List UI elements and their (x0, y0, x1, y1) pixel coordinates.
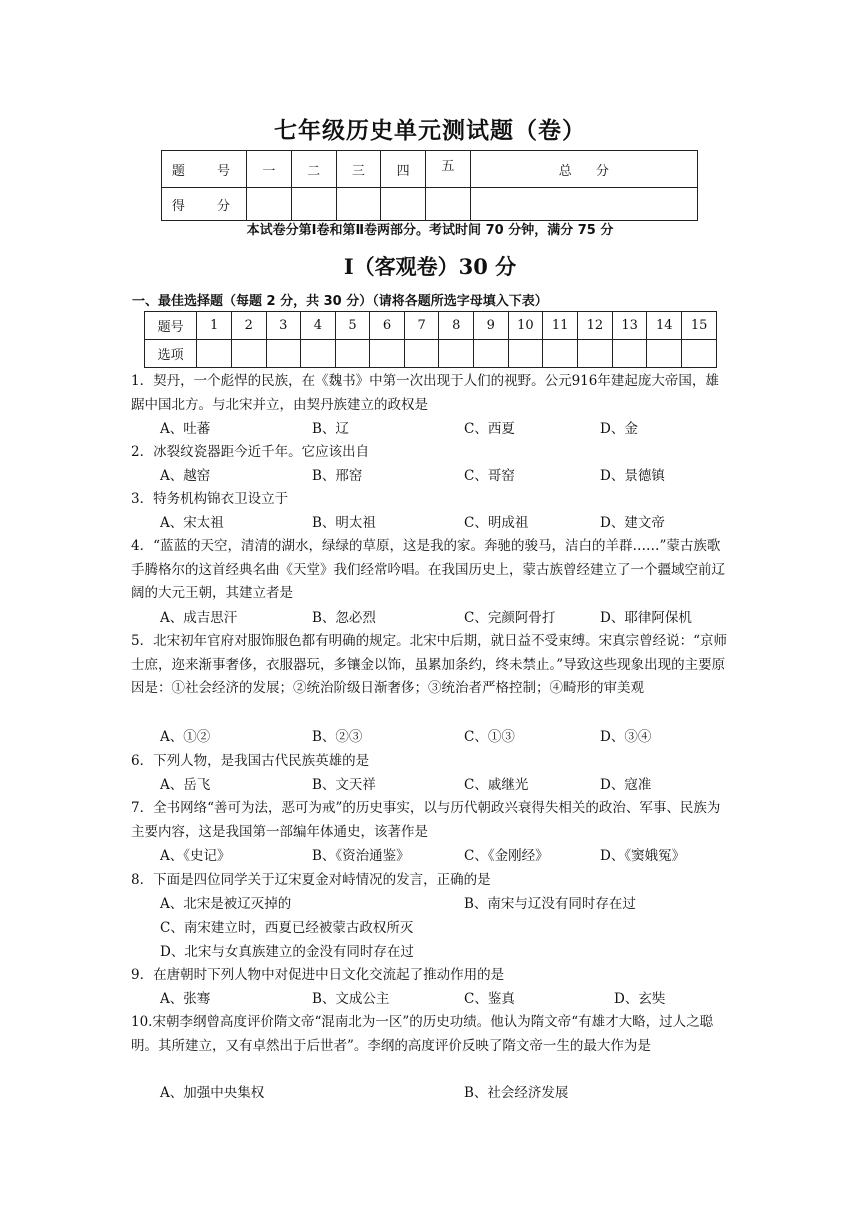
answer-table-choice-row (145, 340, 717, 368)
score-header-cell: 五 (426, 151, 471, 188)
question-2-option-a[interactable]: A、越窑 (160, 468, 211, 484)
question-number-cell: 1 (197, 312, 232, 340)
question-9-option-c[interactable]: C、鉴真 (464, 991, 515, 1007)
question-7-option-c[interactable]: C、《金刚经》 (464, 848, 549, 864)
score-row-label: 得 分 (162, 188, 247, 221)
question-3-stem: 3．特务机构锦衣卫设立于 (131, 491, 289, 507)
score-header-label: 题 号 (162, 151, 247, 188)
question-1-stem: 1．契丹，一个彪悍的民族，在《魏书》中第一次出现于人们的视野。公元916年建起庞大帝国，雄踞中国北方。与北宋并立，由契丹族建立的政权是 (131, 373, 719, 413)
answer-cell[interactable] (370, 340, 405, 368)
question-4-option-b[interactable]: B、忽必烈 (312, 610, 376, 626)
score-cell[interactable] (291, 188, 336, 221)
score-header-cell: 二 (291, 151, 336, 188)
question-6-stem: 6．下列人物，是我国古代民族英雄的是 (131, 753, 370, 769)
answer-cell[interactable] (404, 340, 439, 368)
answer-cell[interactable] (301, 340, 336, 368)
answer-cell[interactable] (612, 340, 647, 368)
score-cell[interactable] (247, 188, 292, 221)
score-cell[interactable] (336, 188, 381, 221)
question-5-option-d[interactable]: D、③④ (600, 729, 652, 745)
answer-cell[interactable] (439, 340, 474, 368)
question-8-stem: 8．下面是四位同学关于辽宋夏金对峙情况的发言，正确的是 (131, 872, 491, 888)
question-4-option-a[interactable]: A、成吉思汗 (160, 610, 238, 626)
question-2-option-d[interactable]: D、景德镇 (600, 468, 665, 484)
question-number-cell: 12 (578, 312, 613, 340)
answer-table-number-row (145, 312, 717, 340)
score-header-total: 总 分 (470, 151, 697, 188)
question-number-cell: 5 (335, 312, 370, 340)
question-5-stem: 5．北宋初年官府对服饰服色都有明确的规定。北宋中后期，就日益不受束缚。宋真宗曾经说：“京师士庶，迩来渐事奢侈，衣服器玩，多镶金以饰，虽累加条约，终未禁止。”导致这些现象出现的主要原因是：①社会经济的发展；②统治阶级日渐奢侈；③统治者严格控制；④畸形的审美观 (131, 633, 727, 696)
answer-cell[interactable] (197, 340, 232, 368)
question-10-stem: 10.宋朝李纲曾高度评价隋文帝“混南北为一区”的历史功绩。他认为隋文帝“有雄才大略，过人之聪明。其所建立，又有卓然出于后世者”。李纲的高度评价反映了隋文帝一生的最大作为是 (131, 1014, 714, 1054)
question-8-option-a[interactable]: A、北宋是被辽灭掉的 (160, 896, 292, 912)
score-table (161, 150, 698, 221)
question-number-cell: 7 (404, 312, 439, 340)
question-5-option-c[interactable]: C、①③ (464, 729, 515, 745)
question-9-option-a[interactable]: A、张骞 (160, 991, 211, 1007)
question-1-option-d[interactable]: D、金 (600, 421, 638, 437)
question-4-option-d[interactable]: D、耶律阿保机 (600, 610, 692, 626)
part-title: Ⅰ（客观卷）30 分 (343, 254, 517, 279)
question-number-cell: 15 (682, 312, 717, 340)
answer-cell[interactable] (231, 340, 266, 368)
answer-table (144, 311, 717, 368)
question-1-option-a[interactable]: A、吐蕃 (160, 421, 211, 437)
question-6-option-a[interactable]: A、岳飞 (160, 777, 211, 793)
question-7-option-b[interactable]: B、《资治通鉴》 (312, 848, 410, 864)
answer-cell[interactable] (647, 340, 682, 368)
score-cell[interactable] (426, 188, 471, 221)
score-header-cell: 三 (336, 151, 381, 188)
score-cell[interactable] (381, 188, 426, 221)
question-4-option-c[interactable]: C、完颜阿骨打 (464, 610, 556, 626)
question-1-option-b[interactable]: B、辽 (312, 421, 349, 437)
question-number-cell: 10 (508, 312, 543, 340)
question-number-cell: 3 (266, 312, 301, 340)
answer-cell[interactable] (266, 340, 301, 368)
question-5-option-b[interactable]: B、②③ (312, 729, 363, 745)
question-6-option-d[interactable]: D、寇准 (600, 777, 652, 793)
answer-row-label: 题号 (145, 312, 197, 340)
answer-cell[interactable] (335, 340, 370, 368)
question-4-stem: 4．“蓝蓝的天空，清清的湖水，绿绿的草原，这是我的家。奔驰的骏马，洁白的羊群……”蒙古族歌手腾格尔的这首经典名曲《天堂》我们经常吟唱。在我国历史上，蒙古族曾经建立了一个疆域空前辽阔的大元王朝，其建立者是 (131, 538, 725, 601)
question-3-option-d[interactable]: D、建文帝 (600, 515, 665, 531)
score-table-score-row (162, 188, 698, 221)
question-number-cell: 11 (543, 312, 578, 340)
question-7-option-d[interactable]: D、《窦娥冤》 (600, 848, 686, 864)
question-7-stem: 7．全书网络“善可为法，恶可为戒”的历史事实，以与历代朝政兴衰得失相关的政治、军事、民族为主要内容，这是我国第一部编年体通史，该著作是 (131, 800, 721, 840)
section-title: 一、最佳选择题（每题 2 分，共 30 分）（请将各题所选字母填入下表） (132, 294, 548, 309)
score-cell-total[interactable] (470, 188, 697, 221)
question-number-cell: 6 (370, 312, 405, 340)
question-8-option-b[interactable]: B、南宋与辽没有同时存在过 (464, 896, 636, 912)
question-10-option-b[interactable]: B、社会经济发展 (464, 1085, 569, 1101)
question-number-cell: 4 (301, 312, 336, 340)
question-9-option-b[interactable]: B、文成公主 (312, 991, 390, 1007)
question-3-option-c[interactable]: C、明成祖 (464, 515, 529, 531)
score-header-cell: 四 (381, 151, 426, 188)
score-table-header-row (162, 151, 698, 188)
question-6-option-c[interactable]: C、戚继光 (464, 777, 529, 793)
question-3-option-a[interactable]: A、宋太祖 (160, 515, 224, 531)
question-number-cell: 2 (231, 312, 266, 340)
question-7-option-a[interactable]: A、《史记》 (160, 848, 231, 864)
question-number-cell: 9 (474, 312, 509, 340)
page-title: 七年级历史单元测试题（卷） (274, 117, 586, 144)
answer-cell[interactable] (474, 340, 509, 368)
exam-note: 本试卷分第Ⅰ卷和第Ⅱ卷两部分。考试时间 70 分钟，满分 75 分 (246, 223, 614, 238)
answer-cell[interactable] (508, 340, 543, 368)
answer-cell[interactable] (543, 340, 578, 368)
answer-cell[interactable] (682, 340, 717, 368)
question-8-option-d[interactable]: D、北宋与女真族建立的金没有同时存在过 (160, 944, 414, 960)
question-number-cell: 13 (612, 312, 647, 340)
score-header-cell: 一 (247, 151, 292, 188)
question-5-option-a[interactable]: A、①② (160, 729, 211, 745)
question-number-cell: 14 (647, 312, 682, 340)
question-3-option-b[interactable]: B、明太祖 (312, 515, 376, 531)
question-10-option-a[interactable]: A、加强中央集权 (160, 1085, 265, 1101)
question-6-option-b[interactable]: B、文天祥 (312, 777, 376, 793)
question-2-stem: 2．冰裂纹瓷器距今近千年。它应该出自 (131, 444, 370, 460)
question-9-stem: 9．在唐朝时下列人物中对促进中日文化交流起了推动作用的是 (131, 967, 505, 983)
answer-cell[interactable] (578, 340, 613, 368)
question-2-option-c[interactable]: C、哥窑 (464, 468, 515, 484)
question-2-option-b[interactable]: B、邢窑 (312, 468, 363, 484)
question-1-option-c[interactable]: C、西夏 (464, 421, 515, 437)
question-9-option-d[interactable]: D、玄奘 (614, 991, 666, 1007)
choice-row-label: 选项 (145, 340, 197, 368)
question-number-cell: 8 (439, 312, 474, 340)
question-8-option-c[interactable]: C、南宋建立时，西夏已经被蒙古政权所灭 (160, 920, 414, 936)
